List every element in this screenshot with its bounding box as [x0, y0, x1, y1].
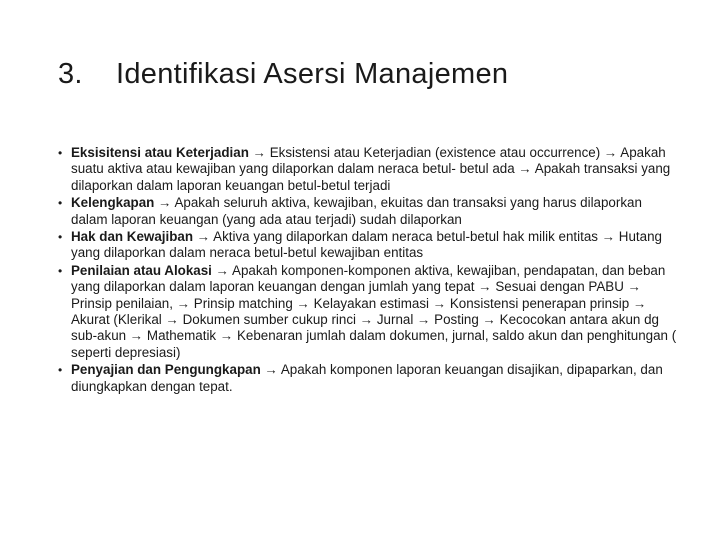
- list-item: [58, 263, 678, 361]
- title-text: Identifikasi Asersi Manajemen: [116, 58, 509, 90]
- bullet-list: [58, 145, 678, 396]
- item-text: Apakah seluruh aktiva, kewajiban, ekuitas dan transaksi yang harus dilaporkan dalam laporan keuangan (yang ada atau terjadi) sudah dilaporkan: [71, 195, 642, 227]
- item-term: Kelengkapan: [71, 195, 155, 211]
- list-item: [58, 145, 678, 194]
- bullet-icon: •: [58, 263, 63, 278]
- item-text: Eksistensi atau Keterjadian (existence atau occurrence) → Apakah suatu aktiva atau kewajiban yang dilaporkan dalam neraca betul- betul ada → Apakah transaksi yang dilaporkan dalam laporan keuangan betul-betul terjadi: [71, 145, 671, 193]
- item-text: Apakah komponen-komponen aktiva, kewajiban, pendapatan, dan beban yang dilaporkan dalam laporan keuangan dengan jumlah yang tepat → Sesuai dengan PABU → Prinsip penilaian, → Prinsip matching → Kelayakan estimasi → Konsistensi penerapan prinsip → Akurat (Klerikal → Dokumen sumber cukup rinci → Jurnal → Posting → Kecocokan antara akun dg sub-akun → Mathematik → Kebenaran jumlah dalam dokumen, jurnal, saldo akun dan penghitungan ( seperti depresiasi): [71, 262, 677, 360]
- item-term: Eksisitensi atau Keterjadian: [71, 145, 249, 160]
- arrow-icon: →: [158, 195, 172, 211]
- item-text: Apakah komponen laporan keuangan disajikan, dipaparkan, dan diungkapkan dengan tepat.: [71, 362, 663, 394]
- list-item: [58, 229, 678, 262]
- slide-title: [58, 58, 508, 91]
- bullet-icon: •: [58, 146, 63, 160]
- arrow-icon: →: [196, 229, 211, 245]
- title-number: 3.: [58, 58, 83, 90]
- bullet-icon: •: [58, 363, 63, 378]
- item-term: Penilaian atau Alokasi: [71, 262, 212, 278]
- list-item: [58, 195, 678, 228]
- bullet-icon: •: [58, 196, 63, 211]
- arrow-icon: →: [252, 145, 266, 160]
- arrow-icon: →: [264, 362, 278, 378]
- item-term: Penyajian dan Pengungkapan: [71, 362, 261, 378]
- list-item: [58, 362, 678, 395]
- item-term: Hak dan Kewajiban: [71, 229, 194, 245]
- arrow-icon: →: [215, 262, 230, 278]
- bullet-icon: •: [58, 230, 63, 245]
- item-text: Aktiva yang dilaporkan dalam neraca betul-betul hak milik entitas → Hutang yang dilaporkan dalam neraca betul-betul kewajiban entitas: [71, 229, 662, 261]
